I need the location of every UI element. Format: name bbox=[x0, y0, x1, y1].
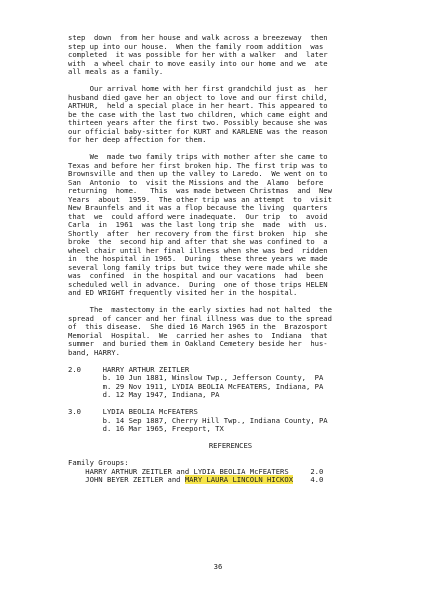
text-line: our official baby-sitter for KURT and KARLENE was the reason bbox=[68, 126, 328, 136]
text-line: returning home. This was made between Christmas and New bbox=[68, 186, 332, 195]
text-line: ARTHUR, held a special place in her heart. This appeared to bbox=[68, 101, 328, 110]
highlighted-name: MARY LAURA LINCOLN HICKOX bbox=[184, 475, 294, 484]
text-line: step down from her house and walk across a breezeway then bbox=[68, 33, 328, 42]
text-line: band, HARRY. bbox=[68, 347, 120, 357]
text-line: thirteen years after the first two. Possibly because she was bbox=[68, 118, 328, 127]
text-line: scheduled well in advance. During one of those trips HELEN bbox=[68, 279, 328, 289]
text-line: New Braunfels and it was a flop because the living quarters bbox=[68, 203, 328, 212]
page-number: 36 bbox=[213, 562, 223, 571]
text-line: in the hospital in 1965. During these three years we made bbox=[68, 254, 328, 263]
text-line: The mastectomy in the early sixties had not halted the bbox=[68, 305, 332, 314]
text-line: wheel chair until her final illness when she was bed ridden bbox=[68, 245, 328, 255]
family-groups-label: Family Groups: bbox=[68, 458, 129, 467]
text-line: Memorial Hospital. We carried her ashes to Indiana that bbox=[68, 330, 328, 340]
entry-death-line: d. 16 Mar 1965, Freeport, TX bbox=[68, 424, 224, 433]
paragraph-mastectomy bbox=[68, 306, 393, 357]
text-line: Brownsville and then up the valley to Laredo. We went on to bbox=[68, 169, 328, 178]
family-group-prefix: JOHN BEYER ZEITLER and bbox=[68, 475, 185, 484]
text-line: spread of cancer and her final illness was due to the spread bbox=[68, 313, 332, 323]
paragraph-grandchild bbox=[68, 85, 393, 145]
entry-death-line: d. 12 May 1947, Indiana, PA bbox=[68, 390, 220, 399]
text-line: with a wheel chair to move easily into our home and we ate bbox=[68, 58, 328, 68]
references-heading: REFERENCES bbox=[208, 441, 253, 450]
text-line: summer and buried them in Oakland Cemetery beside her hus- bbox=[68, 339, 328, 348]
text-line: Carla in 1961 was the last long trip she made with us. bbox=[68, 220, 328, 229]
text-line: step up into our house. When the family room addition was bbox=[68, 41, 324, 51]
family-group-line bbox=[68, 476, 393, 485]
text-line: San Antonio to visit the Missions and the Alamo before bbox=[68, 177, 324, 187]
genealogy-entry-lydia bbox=[68, 408, 393, 434]
text-line: husband died gave her an object to love and our first child, bbox=[68, 92, 328, 102]
text-line: be the case with the last two children, which came eight and bbox=[68, 109, 328, 119]
paragraph-family-trips bbox=[68, 153, 393, 298]
text-line: all meals as a family. bbox=[68, 67, 164, 76]
genealogy-entry-harry bbox=[68, 366, 393, 400]
entry-birth-line: b. 10 Jun 1881, Winslow Twp., Jefferson County, PA bbox=[68, 373, 324, 382]
text-line: completed it was possible for her with a walker and later bbox=[68, 50, 328, 59]
text-line: Shortly after her recovery from the first broken hip she bbox=[68, 228, 328, 238]
entry-marriage-line: m. 29 Nov 1911, LYDIA BEOLIA McFEATERS, Indiana, PA bbox=[68, 381, 324, 391]
text-line: and ED WRIGHT frequently visited her in the hospital. bbox=[68, 288, 298, 297]
text-line: broke the second hip and after that she was confined to a bbox=[68, 237, 328, 246]
entry-name-line: 3.0 LYDIA BEOLIA McFEATERS bbox=[68, 407, 198, 416]
text-line: that we could afford were inadequate. Our trip to avoid bbox=[68, 211, 328, 221]
entry-name-line: 2.0 HARRY ARTHUR ZEITLER bbox=[68, 364, 190, 374]
entry-birth-line: b. 14 Sep 1887, Cherry Hill Twp., Indiana County, PA bbox=[68, 415, 328, 425]
family-group-line: HARRY ARTHUR ZEITLER and LYDIA BEOLIA McFEATERS 2.0 bbox=[68, 466, 324, 476]
text-line: several long family trips but twice they were made while she bbox=[68, 262, 328, 272]
text-line: of this disease. She died 16 March 1965 in the Brazosport bbox=[68, 322, 328, 331]
text-line: Years about 1959. The other trip was an attempt to visit bbox=[68, 194, 332, 204]
family-group-suffix: 4.0 bbox=[293, 475, 324, 484]
text-line: was confined in the hospital and our vacations had been bbox=[68, 271, 324, 280]
text-line: Our arrival home with her first grandchild just as her bbox=[68, 84, 328, 93]
text-line: We made two family trips with mother after she came to bbox=[68, 152, 328, 161]
text-line: Texas and before her first broken hip. The first trip was to bbox=[68, 160, 328, 170]
family-groups bbox=[68, 459, 393, 485]
paragraph-breezeway bbox=[68, 34, 393, 77]
page-body bbox=[68, 34, 393, 485]
text-line: for her deep affection for them. bbox=[68, 135, 207, 144]
